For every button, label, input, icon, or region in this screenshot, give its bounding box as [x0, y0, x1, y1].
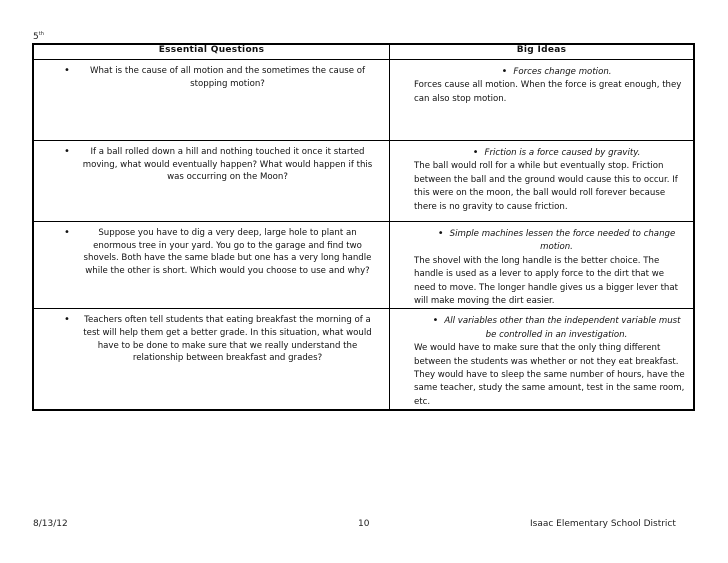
big-idea	[390, 309, 693, 409]
table-row	[33, 309, 694, 410]
essential-question: • If a ball rolled down a hill and nothing touched it once it started moving, what would eventually happen? What would happen if this was occurring on the Moon?	[64, 146, 373, 183]
bullet-icon: •	[64, 314, 70, 326]
bullet-icon: •	[437, 228, 444, 239]
table-header-row	[33, 44, 694, 60]
big-idea-answer: We would have to make sure that the only thing different between the students was whether or not they eat breakfast. They would have to sleep the same number of hours, have the same teacher, study the same amount, test in the same room, etc.	[414, 343, 685, 407]
big-idea-title: • Forces change motion.	[501, 66, 612, 77]
essential-question: • Teachers often tell students that eating breakfast the morning of a test will help them get a better grade. In this situation, what would have to be done to make sure that we really understand the relationship between breakfast and grades?	[64, 314, 372, 364]
big-idea-answer: Forces cause all motion. When the force is great enough, they can also stop motion.	[414, 80, 682, 104]
essential-questions-table	[32, 43, 695, 411]
essential-question: • Suppose you have to dig a very deep, large hole to plant an enormous tree in your yard. You go to the garage and find two shovels. Both have the same blade but one has a very long handle while the other is short. Which would you choose to use and why?	[64, 227, 372, 276]
bullet-icon: •	[64, 65, 70, 76]
big-idea	[390, 141, 693, 214]
footer-date: 8/13/12	[33, 519, 68, 529]
table-row	[33, 141, 694, 222]
table-row	[33, 222, 694, 309]
big-ideas-header: Big Ideas	[390, 44, 695, 60]
big-idea-title: • Simple machines lessen the force needed to change motion.	[437, 228, 676, 253]
essential-questions-header: Essential Questions	[33, 44, 390, 60]
bullet-icon: •	[64, 146, 70, 157]
big-idea-title: • Friction is a force caused by gravity.	[472, 147, 641, 158]
bullet-icon: •	[501, 66, 508, 77]
big-idea	[390, 60, 693, 106]
big-idea-title: • All variables other than the independent variable must be controlled in an investigation.	[432, 315, 681, 340]
school-name: Isaac Elementary School District	[530, 519, 676, 529]
big-idea-answer: The ball would roll for a while but eventually stop. Friction between the ball and the ground would cause this to occur. If this were on the moon, the ball would roll forever because there is no gravity to cause friction.	[414, 161, 678, 212]
grade-label: 5th	[33, 31, 44, 42]
bullet-icon: •	[432, 315, 439, 327]
page-number: 10	[358, 519, 370, 529]
bullet-icon: •	[472, 147, 479, 158]
big-idea-answer: The shovel with the long handle is the better choice. The handle is used as a lever to apply force to the dirt that we need to move. The longer handle gives us a bigger lever that will make moving the dirt easier.	[414, 255, 679, 307]
big-idea	[390, 222, 693, 308]
bullet-icon: •	[64, 227, 70, 238]
table-row	[33, 60, 694, 141]
essential-question: • What is the cause of all motion and the sometimes the cause of stopping motion?	[64, 65, 366, 89]
